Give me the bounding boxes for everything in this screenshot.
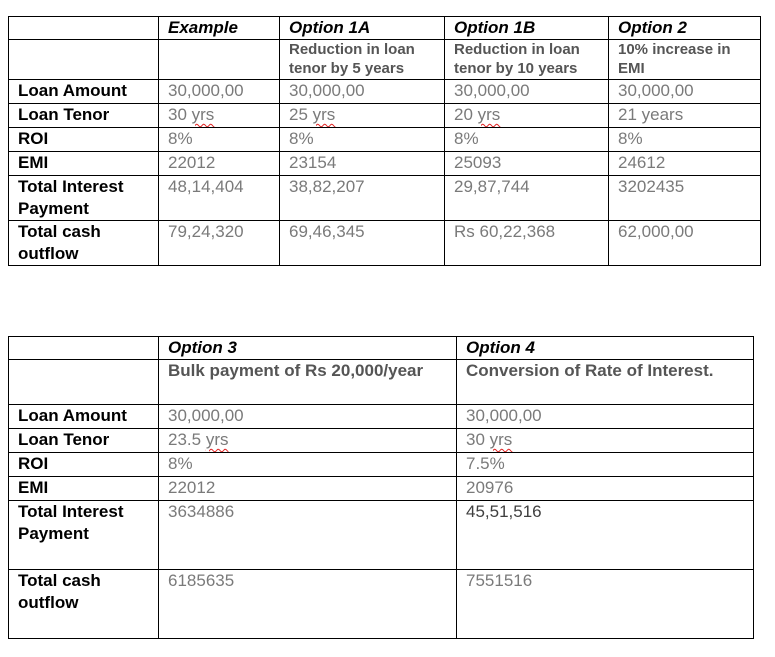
table-row xyxy=(9,570,754,639)
col-header-option-1b: Option 1B xyxy=(445,17,609,40)
loan-options-table-2 xyxy=(8,336,754,639)
table-row xyxy=(9,176,761,221)
row-label-roi: ROI xyxy=(9,128,159,152)
table-cell: Rs 60,22,368 xyxy=(445,221,609,266)
table-cell: 8% xyxy=(445,128,609,152)
desc-option-4: Conversion of Rate of Interest. xyxy=(457,360,754,405)
table-cell: 22012 xyxy=(159,477,457,501)
desc-option-3: Bulk payment of Rs 20,000/year xyxy=(159,360,457,405)
table-cell: 30,000,00 xyxy=(445,80,609,104)
table-cell: 24612 xyxy=(609,152,761,176)
col-header-option-1a: Option 1A xyxy=(280,17,445,40)
table-cell: 20976 xyxy=(457,477,754,501)
row-label-roi: ROI xyxy=(9,453,159,477)
table-cell: 69,46,345 xyxy=(280,221,445,266)
col-header-option-4: Option 4 xyxy=(457,337,754,360)
table-cell: 30,000,00 xyxy=(280,80,445,104)
table-row xyxy=(9,152,761,176)
table-cell: 7551516 xyxy=(457,570,754,639)
row-label-loan-amount: Loan Amount xyxy=(9,405,159,429)
table-cell: 48,14,404 xyxy=(159,176,280,221)
spellcheck-word: yrs xyxy=(477,105,501,124)
col-header-example: Example xyxy=(159,17,280,40)
table-cell: 8% xyxy=(280,128,445,152)
table-cell: 30,000,00 xyxy=(609,80,761,104)
table-cell: 8% xyxy=(609,128,761,152)
table-cell: 30 yrs xyxy=(159,104,280,128)
table-cell: 6185635 xyxy=(159,570,457,639)
desc-empty-cell xyxy=(9,360,159,405)
table-row xyxy=(9,477,754,501)
spellcheck-word: yrs xyxy=(489,430,513,449)
spellcheck-word: yrs xyxy=(191,105,215,124)
row-label-loan-tenor: Loan Tenor xyxy=(9,104,159,128)
table-cell: 7.5% xyxy=(457,453,754,477)
table-cell: 38,82,207 xyxy=(280,176,445,221)
table-cell: 21 years xyxy=(609,104,761,128)
table-cell: 25093 xyxy=(445,152,609,176)
table-cell: 8% xyxy=(159,453,457,477)
table-cell: 45,51,516 xyxy=(457,501,754,570)
table-row xyxy=(9,429,754,453)
desc-option-1a: Reduction in loan tenor by 5 years xyxy=(280,40,445,80)
table-cell: 30,000,00 xyxy=(159,80,280,104)
table-cell: 3202435 xyxy=(609,176,761,221)
desc-option-2: 10% increase in EMI xyxy=(609,40,761,80)
row-label-total-interest: Total Interest Payment xyxy=(9,176,159,221)
table-row xyxy=(9,221,761,266)
table-cell: 20 yrs xyxy=(445,104,609,128)
table-cell: 3634886 xyxy=(159,501,457,570)
table-cell: 79,24,320 xyxy=(159,221,280,266)
spellcheck-word: yrs xyxy=(312,105,336,124)
table-cell: 23.5 yrs xyxy=(159,429,457,453)
loan-options-table-1 xyxy=(8,16,761,266)
table-cell: 29,87,744 xyxy=(445,176,609,221)
corner-cell xyxy=(9,17,159,40)
desc-option-1b: Reduction in loan tenor by 10 years xyxy=(445,40,609,80)
col-header-option-3: Option 3 xyxy=(159,337,457,360)
row-label-total-cash-outflow: Total cash outflow xyxy=(9,570,159,639)
corner-cell xyxy=(9,337,159,360)
desc-empty-cell xyxy=(9,40,159,80)
table-cell: 30 yrs xyxy=(457,429,754,453)
row-label-loan-tenor: Loan Tenor xyxy=(9,429,159,453)
table-row xyxy=(9,453,754,477)
table-row xyxy=(9,405,754,429)
table-cell: 30,000,00 xyxy=(457,405,754,429)
table-cell: 23154 xyxy=(280,152,445,176)
table-row xyxy=(9,80,761,104)
row-label-loan-amount: Loan Amount xyxy=(9,80,159,104)
table-row xyxy=(9,128,761,152)
row-label-emi: EMI xyxy=(9,477,159,501)
row-label-emi: EMI xyxy=(9,152,159,176)
table-cell: 25 yrs xyxy=(280,104,445,128)
col-header-option-2: Option 2 xyxy=(609,17,761,40)
desc-example xyxy=(159,40,280,80)
table-row xyxy=(9,104,761,128)
row-label-total-interest: Total Interest Payment xyxy=(9,501,159,570)
table-cell: 30,000,00 xyxy=(159,405,457,429)
table-cell: 22012 xyxy=(159,152,280,176)
table-cell: 8% xyxy=(159,128,280,152)
row-label-total-cash-outflow: Total cash outflow xyxy=(9,221,159,266)
spellcheck-word: yrs xyxy=(205,430,229,449)
table-row xyxy=(9,501,754,570)
table-cell: 62,000,00 xyxy=(609,221,761,266)
